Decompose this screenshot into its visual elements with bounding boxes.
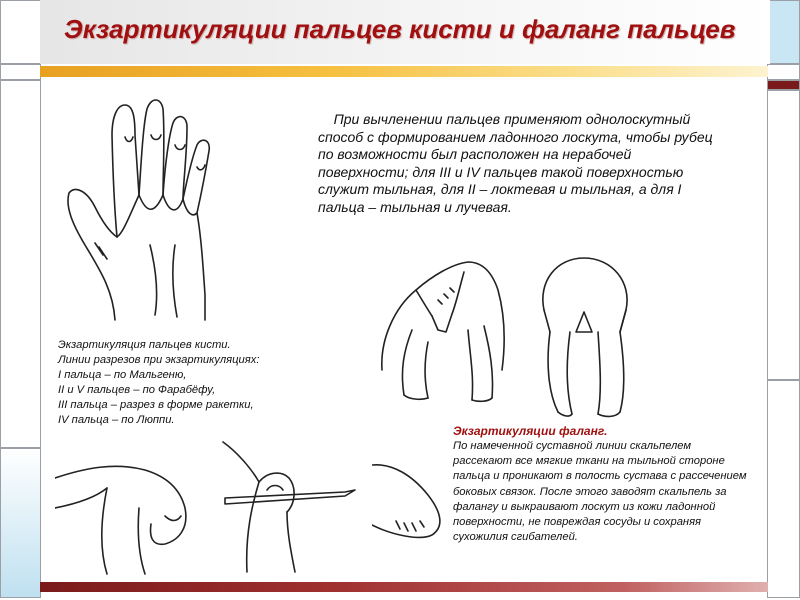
phalanx-caption-text: По намеченной суставной линии скальпелем рассекают все мягкие ткани на тыльной стороне пальца и проникают в полость сустава с рассечением боковых связок. После этого заводят скальпель за фалангу и выкраивают лоскут из кожи ладонной поверхности, не повреждая сосуды и сохраняя сухожилия сгибателей. — [453, 440, 747, 544]
hand-caption — [58, 338, 308, 428]
caption-line: II и V пальцев – по Фарабёфу, — [58, 384, 216, 396]
frame-cell — [0, 448, 41, 598]
frame-cell — [767, 0, 800, 64]
scalpel-phalanx-drawing — [215, 432, 365, 577]
frame-cell — [767, 64, 800, 80]
caption-line: I пальца – по Мальгеню, — [58, 369, 187, 381]
hand-disarticulation-illustration — [55, 95, 245, 330]
caption-line: Линии разрезов при экзартикуляциях: — [58, 354, 260, 366]
phalanx-disarticulation-drawing — [55, 448, 200, 578]
caption-line: Экзартикуляция пальцев кисти. — [58, 339, 231, 351]
slide-title: Экзартикуляции пальцев кисти и фаланг пальцев — [64, 14, 736, 44]
frame-cell — [0, 80, 41, 448]
main-description: При вычленении пальцев применяют однолоскутный способ с формированием ладонного лоскута, чтобы рубец по возможности был расположен на нерабочей поверхности; для III и IV пальцев такой поверхностью служит тыльная, для II – локтевая и тыльная, а для I пальца – тыльная и лучевая. — [318, 111, 717, 215]
caption-line: IV пальца – по Люппи. — [58, 414, 175, 426]
finger-flap-drawing — [528, 252, 648, 422]
frame-cell — [767, 90, 800, 380]
stump-suture-drawing — [372, 455, 452, 565]
frame-cell — [767, 80, 800, 90]
bottom-accent-bar — [40, 582, 768, 592]
orange-accent-bar — [40, 66, 768, 77]
caption-line: III пальца – разрез в форме ракетки, — [58, 399, 254, 411]
finger-racket-incision-drawing — [372, 250, 522, 405]
frame-cell — [0, 64, 41, 80]
phalanx-caption-title: Экзартикуляции фаланг. — [453, 424, 608, 438]
frame-cell — [0, 0, 41, 64]
frame-cell — [767, 380, 800, 598]
